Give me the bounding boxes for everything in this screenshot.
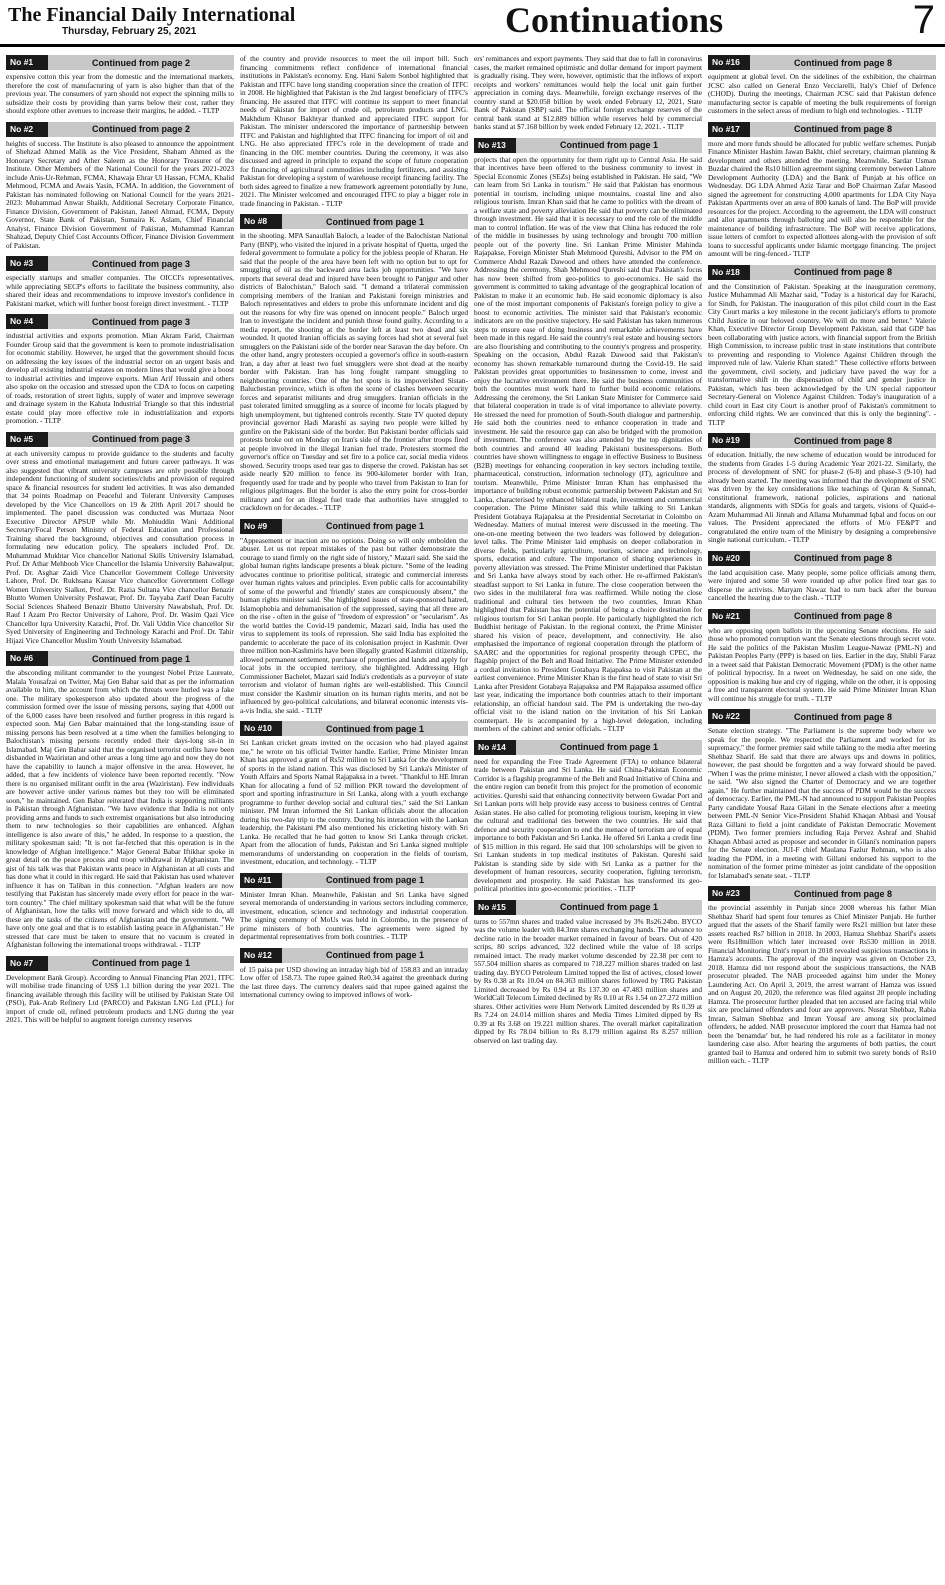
continuation-article — [240, 873, 468, 942]
continued-from-label: Continued from page 1 — [325, 950, 424, 960]
continuation-article — [240, 214, 468, 513]
article-number: No #20 — [708, 551, 750, 566]
issue-date: Thursday, February 25, 2021 — [62, 26, 197, 37]
news-columns — [0, 47, 945, 1583]
continuation-article — [474, 138, 702, 734]
article-number: No #7 — [6, 956, 48, 971]
continuation-article — [240, 55, 468, 208]
article-body: projects that open the opportunity for them right up to Central Asia. He said that incentives have been offered to the business community to invest in Special Economic Zones (SEZs) being established in Pakistan. He said, "We can learn from Sri Lanka in tourism." He said that Pakistan has enormous potential in tourism, including unique mountains, coastal line and also religious tourism. Imran Khan said that he came to politics with the dream of a welfare state and poverty alleviation He said that poverty can be eliminated through investment. He said that it is necessary to end the role of the middle man to control inflation. He was of the view that China has reduced the role of the middle in businesses by using technology and brought 700 million people out of the poverty line. Sri Lankan Prime Minister Mahinda Rajapakse, Foreign Minister Shah Mehmood Qureshi, Advisor to the PM on Commerce Abdul Razak Dawood and others have attended the conference. Addressing the ceremony, Shah Mehmood Qureshi said that Pakistan's focus has now been shifted from geo-politics to geo-economics. He said the government is committed to taking advantage of the geographical location of Pakistan to make it an economic hub. He said economic diplomacy is also one of the most important components of Pakistan's foreign policy to give a boost to economic activities. The minister said that Pakistan's economic indicators are on the positive trajectory. He said Pakistan has taken numerous steps to ensure ease of doing business and remarkable achievements have been made in this regard. He said the country's real estate and housing sectors are also flourishing and contributing to the country's progress and prosperity. Speaking on the occasion, Abdul Razak Dawood said that Pakistan's economy has shown remarkable turnaround during the Covid-19. He said Pakistan provides great opportunities to businessmen to come, invest and enjoy the lucrative environment there. He said the business communities of both the countries must work hard to further build economic relations. Addressing the ceremony, the Sri Lankan State Minister for Commerce said that bilateral cooperation in trade is of vital importance to alleviate poverty. He stressed the need for promotion of South-South dialogue and partnership. He said both the countries need to enhance cooperation in trade and investment. He said the resource gap can also be bridged with the promotion of investment. The conference was also attended by the top dignitaries of both countries and around 40 leading Pakistani businesspersons. Both countries have shown willingness to engage in effective Business to Business (B2B) meetings for enhancing cooperation in key sectors including textile, pharmaceutical, construction, information technology (IT), agriculture and tourism. Meanwhile, Prime Minister Imran Khan has emphasised the importance of building robust economic partnership between Pakistan and Sri Lanka, characterised by enhanced bilateral trade, investment and commercial cooperation. The Prime Minister said this while talking to Sri Lankan President Gotabaya Rajapaksa at the Presidential Secretariat in Colombo on Wednesday. Matters of mutual interest were discussed in the meeting. The one-on-one meeting between the two leaders was followed by delegation-level talks. The Prime Minister laid emphasis on deeper collaboration in diverse fields, particularly agriculture, tourism, science and technology, sports, education and culture. The importance of sharing experiences in poverty alleviation was stressed. The Prime Minister underlined that Pakistan and Sri Lanka have always stood by each other. He re-affirmed Pakistan's steadfast support to Sri Lanka in future. The close cooperation between the two sides in the multilateral fora was reaffirmed. While noting the close traditional and cultural ties between the two countries, Imran Khan highlighted that Pakistan has the potential of being a choice destination for religious tourism for Sri Lankan people. He particularly highlighted the rich Buddhist heritage of Pakistan. In the regional context, the Prime Minister shared his vision of peace, development, and connectivity. He also emphasised the importance of regional cooperation through the platform of SAARC and the opportunities for regional prosperity through CPEC, the flagship project of the Belt and Road Initiative. The Prime Minister extended a cordial invitation to President Gotabaya Rajapaksa to visit Pakistan at the earliest convenience. Prime Minister Khan is the first head of state to visit Sri Lanka after President Gotabaya Rajapaksa and PM Rajapaksa assumed office last year, indicating the importance both countries attach to their important relationship, an official handout said. The PM is undertaking the two-day official visit to the island nation on the invitation of his Sri Lankan counterpart. He is accompanied by a high-level delegation, including members of the cabinet and senior officials. - TLTP — [474, 154, 702, 733]
news-column — [708, 55, 936, 1583]
article-header — [240, 214, 468, 229]
continued-from-label: Continued from page 1 — [559, 902, 658, 912]
article-number: No #16 — [708, 55, 750, 70]
continued-from-label: Continued from page 1 — [325, 521, 424, 531]
article-body: of 15 paisa per USD showing an intraday high bid of 158.83 and an intraday Low offer of 158.73. The rupee gained Re0.34 against the greenback during the last three days. The currency dealers said that rupee gained against the international currency owing to improved inflows of work- — [240, 964, 468, 999]
continuation-article — [708, 609, 936, 704]
continued-from-label: Continued from page 1 — [325, 723, 424, 734]
newspaper-name: The Financial Daily International — [8, 4, 296, 26]
article-number: No #1 — [6, 55, 48, 70]
article-header — [240, 519, 468, 534]
article-header — [6, 122, 234, 137]
article-body: Development Bank Group). According to Annual Financing Plan 2021, ITFC will mobilise trade financing of US$ 1.1 billion during the year 2021. The financing available through this facility will be utilised by Pakistan State Oil (PSO), Pak-Arab Refinery Ltd (PARCO) and Pakistan LNG Ltd (PLL) for import of crude oil, refined petroleum products and LNG during the year 2021. This will be helpful to augment foreign currency reserves — [6, 972, 234, 1024]
article-number: No #6 — [6, 651, 48, 666]
news-column — [474, 55, 702, 1583]
news-column — [240, 55, 468, 1583]
continuation-article — [240, 519, 468, 716]
continuation-article — [474, 900, 702, 1046]
article-header — [708, 886, 936, 901]
continued-from-label: Continued from page 8 — [793, 57, 892, 68]
article-header — [6, 314, 234, 329]
article-number: No #5 — [6, 432, 48, 447]
article-header — [708, 551, 936, 566]
article-number: No #12 — [240, 948, 282, 963]
article-header — [240, 948, 468, 963]
article-body: industrial activities and exports promotion. Mian Akram Farid, Chairman Founder Group said that the government is keen to promote industrialisation for economic stability. However, he urged that the government should focus on addressing the key issues of the industrial sector on an urgent basis and develop all existing industrial estates on modern lines that would give a boost to industrial activities and improve exports. Mian Arif Hussain and others also spoke on the occasion and stressed upon the CDA to focus on carpeting of roads, restoration of street lights, supply of water and improve sewerage and drainage system in the Kahuta Industrial Triangle so that this industrial estate could play more effective role in industrialization and exports promotion. - TLTP — [6, 331, 234, 425]
article-body: turns to 557mn shares and traded value increased by 3% Rs26.24bn. BYCO was the volume leader with 84.3mn shares exchanging hands. The advance to decline ratio in the broader market remained in favour of bears. Out of 420 scrips, 80 scrips advanced, 322 declined while the value of 18 scrips remained intact. The ready market volume descended by 22.38 per cent to 557.504 million shares as compared to 718.227 million shares traded on last trading day. BYCO Petroleum Limited topped the list of actives, closed lower by Rs 0.38 at Rs 10.04 on 84.363 million shares followed by TRG Pakistan Limited decreased by Rs 0.94 at Rs 137.30 on 47.483 million shares and WorldCall Telecom Limited declined by Rs 0.10 at Rs 1.54 on 27.272 million shares. Other activities were Hum Network Limited descended by Rs 0.39 at Rs 7.24 on 24.014 million shares and Media Times Limited dipped by Rs 0.39 at Rs 3.68 on 19.221 million shares. The overall market capitalization dipped by Rs 78.04 billion to Rs 8.179 trillion against Rs 8.257 trillion observed on last trading day. — [474, 916, 702, 1045]
continued-from-label: Continued from page 3 — [91, 316, 190, 327]
article-header — [474, 900, 702, 915]
continuation-article — [708, 886, 936, 1066]
page-number: 7 — [912, 0, 935, 42]
article-number: No #11 — [240, 873, 282, 888]
article-body: Minister Imran Khan. Meanwhile, Pakistan and Sri Lanka have signed several memoranda of understanding in various sectors including commerce, investment, education, science and technology and industrial cooperation. The signing ceremony of MoUs was held in Colombo, in the presence of prime ministers of both countries. The agreements were signed by departmental representatives from both countries. - TLTP — [240, 889, 468, 941]
masthead — [0, 0, 945, 47]
article-header — [6, 256, 234, 271]
continued-from-label: Continued from page 1 — [325, 216, 424, 227]
continued-from-label: Continued from page 8 — [793, 888, 892, 899]
article-body: of the country and provide resources to meet the oil import bill. Such financing commitments reflect confidence of international financial institutions in Pakistan's economy. Eng. Hani Salem Sonbol highlighted that Pakistan and ITFC have long standing cooperation since the creation of ITFC in 2008. He highlighted that Pakistan is the 2nd largest beneficiary of ITFC's financing. He assured that ITFC will continue its support to meet financial needs of Pakistan for import of crude oil, petroleum products and LNG. Makhdum Khusor Bakhtyar thanked and appreciated ITFC support for Pakistan. The minister underscored the importance of partnership between ITFC and Pakistan and highlighted that ITFC financing for import of oil and LNG. He also appreciated ITFC's role in the development of trade and financing in the OIC member countries. During the ceremony, it was also discussed and agreed in principle to expand the scope of future cooperation for financing of agricultural commodities including fertilizers, and assisting Pakistan for developing a system of warehouse receipt financing facility. The both sides agreed to finalize a new framework agreement potentially by June, 2021. The Minister welcomed and encouraged ITFC to play a bigger role in trade financing in Pakistan. - TLTP — [240, 55, 468, 208]
article-number: No #18 — [708, 265, 750, 280]
continuation-article — [708, 265, 936, 428]
continuation-article — [708, 433, 936, 545]
article-header — [6, 432, 234, 447]
continued-from-label: Continued from page 8 — [793, 553, 892, 563]
continued-from-label: Continued from page 8 — [793, 711, 892, 722]
continuation-article — [6, 55, 234, 116]
continued-from-label: Continued from page 8 — [793, 611, 892, 621]
article-header — [6, 956, 234, 971]
article-header — [6, 55, 234, 70]
article-header — [474, 138, 702, 153]
article-header — [708, 265, 936, 280]
article-number: No #23 — [708, 886, 750, 901]
article-body: in the shooting. MPA Sanaullah Baloch, a leader of the Balochistan National Party (BNP), who visited the injured in a private hospital of Quetta, urged the federal government to formulate a policy for the jobless people of Kharan. He said that the people of the area have been left with no option but to opt for smuggling of oil as the backward area lacks job opportunities. "We have reports that several dead and injured have been brought to Panjgur and other districts of Balochistan," Baloch said. "I demand a trilateral commission comprising members of the Iranian and Pakistani foreign ministries and Baloch representatives and elders to probe this unfortunate incident and dig out the reasons for why fire was opened on innocent people." Baloch urged Iran to investigate the incident and punish those found guilty. According to a media report, the shooting at the border left at least two dead and six wounded. It quoted Iranian officials as saying forces had shot at several fuel smugglers on the Pakistani side of the border near Saravan the day before. On the other hand, angry protesters occupied a governor's office in south-eastern Iran, a day after at least two fuel smugglers were shot dead at the nearby border with Pakistan. Iran has long fought rampant smuggling to neighbouring countries. One of the hot spots is its impoverished Sistan-Baluchestan province, which is often the scene of clashes between security forces and separatist militants and drug smugglers. Iranian officials in the past tolerated limited smuggling as a source of income for locals plagued by high unemployment, but tightened controls recently. State TV quoted deputy provincial governor Hadi Marashi as saying two people were killed by gunfire on the Pakistani side of the border. But Pakistani border officials said protests broke out on Monday on Iran's side of the frontier after troops fired at people involved in the illegal Iranian fuel trade. Protesters stormed the governor's office on Tuesday and set fire to a police car, social media videos showed. Security troops used tear gas to disperse the crowd. Pakistan has set aside nearly $20 million to fence its 900-kilometer border with Iran, frequently used for trade and by people who travel from Pakistan to Iran for religious pilgrimages. But the border is also the entry point for cross-border militancy and for an illegal fuel trade that authorities have struggled to crackdown on for decades. - TLTP — [240, 231, 468, 512]
news-column — [6, 55, 234, 1583]
continued-from-label: Continued from page 8 — [793, 435, 892, 446]
continuation-article — [708, 551, 936, 603]
continuation-article — [6, 314, 234, 426]
continued-from-label: Continued from page 2 — [91, 124, 190, 134]
article-number: No #22 — [708, 709, 750, 724]
article-body: heights of success. The Institute is also pleased to announce the appointment of Shehzad Ahmed Malik as the Vice President, Shaham Ahmed as the Honorary Secretary and Ather Saleem as the Honorary Treasurer of the Institute. Other Members of the National Council for the years 2021-2023 include Anis-Ur-Rehman, FCMA, Khawaja Ehrar Ul Hassan, FCMA, Khalid Mehmood, FCMA and Awais Yasin, FCMA. In addition, the Government of Pakistan has nominated following on National Council for the years 2021-2023: Muhammad Anwar Shaikh, Additional Secretary Corporate Finance, Finance Division, Government of Pakistan, Janeel Ahmad, FCMA, Deputy Governor, State Bank of Pakistan, Sumaira K. Aslam, Chief Financial Analyst, Finance Division Government of Pakistan, Muhammad Kamran Shahzad, Deputy Chief Cost Accounts Officer, Finance Division Government of Pakistan. — [6, 138, 234, 250]
article-body: who are opposing open ballots in the upcoming Senate elections. He said those who promoted corruption want the Senate elections through secret vote. He said the politics of the Pakistan Muslim League-Nawaz (PML-N) and Pakistan Peoples Party (PPP) is based on lies. Earlier in the day, Shibli Faraz in a tweet said that Pakistan Democratic Movement (PDM) is the other name of political hypocrisy. In a tweet on Wednesday, he said on one side, the opposition is making hue and cry of rigging, while on the other, it is opposing a free and transparent electoral system. He said Prime Minister Imran Khan will continue his struggle for truth. - TLTP — [708, 625, 936, 703]
article-body: ers' remittances and export payments. They said that due to fall in coronavirus cases, the market remained optimistic and dollar demand for import payment is gradually rising. They were, however, optimistic that the inflows of export receipts and workers' remittances would help the local unit gain further appreciation in coming days. Meanwhile, foreign exchange reserves of the country stand at $20.058 billion by week ended February 12, 2021, State Bank of Pakistan (SBP) said. The official foreign exchange reserves of the central bank stand at $12.889 billion while reserves held by commercial banks stand at $7.168 billion by week ended February 12, 2021. - TLTP — [474, 55, 702, 131]
article-body: the land acquisition case. Many people, some police officials among them, were injured and some 50 were rounded up after police fired tear gas to disperse the activists. Maryam Nawaz had to turn back after the bureau cancelled the hearing due to the clash. - TLTP — [708, 567, 936, 602]
continuation-article — [6, 256, 234, 308]
article-number: No #17 — [708, 122, 750, 137]
article-body: and the Constitution of Pakistan. Speaking at the inauguration ceremony, Justice Muhammad Ali Mazhar said, "Today is a historical day for Karachi, for Sindh, for Pakistan. The inauguration of this pilot child court in the East City Court marks a key milestone in the recent judiciary's efforts to promote Child Justice in our beloved country. We will do more and better." Valerie Khan, Executive Director Group Development Pakistan, said that GDP has been collaborating with justice actors, with financial support from the British High Commission, to increase public trust in state institutions that contribute to preventing and responding to Violence Against Children through the improved rule of law. Valerie Khan stated:" These collective efforts between the government, civil society, and judiciary have paved the way for a transformative shift in the dispensation of child and gender justice in Pakistan, which has been acknowledged by the UN special rapporteur Secretary-General on Violence Against Children. Today's inauguration of a child court in East city Court is another proof of Pakistan's commitment to enforcing child rights. We are convinced that this is only the beginning". - TLTP — [708, 281, 936, 427]
section-title: Continuations — [505, 0, 724, 40]
article-body: need for expanding the Free Trade Agreement (FTA) to enhance bilateral trade between Pakistan and Sri Lanka. He said China-Pakistan Economic Corridor is a flagship programme of the Belt and Road Initiative of China and the entire region can benefit from this project for the promotion of economic activities. Qureshi said that enhancing connectivity between Gwadar Port and Sri Lankan ports will help provide easy access to business centres of Central Asian states. He also called for promoting religious tourism, keeping in view the cultural and traditional ties between the two countries. He said that defence and security cooperation to end the menace of terrorism are of equal importance to both Pakistan and Sri Lanka. He offered Sri Lanka a credit line of $15 million in this regard. He said that 100 scholarships will be given to Sri Lankan students in top medical institutes of Pakistan. Qureshi said Pakistan is standing side by side with Sri Lanka as a partner for the development of human resources, security cooperation, fighting terrorism, development and prosperity. He said Pakistan has transformed its geo-political priorities into geo-economic priorities. - TLTP — [474, 756, 702, 893]
continuation-article — [240, 721, 468, 867]
article-number: No #2 — [6, 122, 48, 137]
continued-from-label: Continued from page 3 — [91, 434, 190, 444]
continued-from-label: Continued from page 8 — [793, 267, 892, 277]
article-number: No #10 — [240, 721, 282, 736]
continuation-article — [240, 948, 468, 1000]
article-body: "Appeasement or inaction are no options. Doing so will only embolden the abuser. Let us not repeat mistakes of the past but rather demonstrate the courage to stand firmly on the right side of history," Mazari said. She said the global human rights landscape presents a bleak picture. "Some of the leading advocates continue to prioritise political, strategic and commercial interests over human rights values and principles. Even public calls for accountability of some of the powerful and 'friendly' states are conspicuously absent," the human rights minister said. She highlighted issues of state-sponsored hatred, Islamophobia and dehumanisation of the suppressed, saying that all three are on the rise - often in the guise of "freedom of expression" or "secularism". As the world battles the Covid-19 pandemic, Mazari said, India has used the virus to supplement its tools of repression. She said India has exploited the pandemic to accelerate the pace of its colonisation project in Kashmir. Over three million non-Kashmiris have been illegally granted Kashmiri citizenship, allowed permanent settlement, purchase of properties and lands and apply for local jobs in the occupied territory, she highlighted. Addressing High Commissioner Bachelet, Mazari said India's credentials as a purveyor of state terrorism and violator of human rights are well-established. This Council must consider the Kashmir situation on its human rights merits, and not be influenced by geo-political calculations, and bilateral economic interests vis-a-vis India, she said. - TLTP — [240, 535, 468, 715]
article-number: No #13 — [474, 138, 516, 153]
continued-from-label: Continued from page 1 — [325, 875, 424, 885]
continued-from-label: Continued from page 1 — [91, 653, 190, 664]
article-number: No #9 — [240, 519, 282, 534]
article-number: No #14 — [474, 740, 516, 755]
article-header — [6, 651, 234, 666]
continued-from-label: Continued from page 1 — [559, 140, 658, 150]
article-number: No #4 — [6, 314, 48, 329]
continued-from-label: Continued from page 2 — [91, 57, 190, 68]
article-body: Sri Lankan cricket greats invited on the occasion who had played against me," he wrote on his official Twitter handle. Earlier, Prime Minister Imran Khan has approved a grant of Rs52 million to Sri Lanka for the development of sports in the island nation. This was disclosed by Sri Lanka's Minister of Youth Affairs and Sports Namal Rajapaksa in a tweet. "Thankful to HE Imran Khan for allocating a fund of 52 million PKR toward the development of sport and sporting infrastructure in Sri Lanka, along with a youth exchange programme to further develop social and cultural ties," said the Sri Lankan minister. PM Imran informed the Sri Lankan officials about the allocation during his two-day trip to the country. During his interaction with the Lankan leadership, the Pakistani PM also mentioned his cricketing history with Sri Lanka. He recalled that he had gotten to know Sri Lanka through cricket. Apart from the allocation of funds, Pakistan and Sri Lanka signed multiple memorandums of understanding on cooperation in the fields of tourism, investment, education, and technology. - TLTP — [240, 738, 468, 866]
continuation-article — [6, 122, 234, 251]
masthead-left — [8, 4, 295, 37]
article-number: No #15 — [474, 900, 516, 915]
article-number: No #19 — [708, 433, 750, 448]
article-body: especially startups and smaller companies. The OICCI's representatives, while appreciating SECP's efforts to facilitate the business community, also shared their ideas and recommendations to improve investor's confidence in Pakistani market, which will further boost foreign direct investment. - TLTP — [6, 273, 234, 308]
article-body: equipment at global level. On the sidelines of the exhibition, the chairman JCSC also called on General Enzo Vecciarelli, Italy's Chief of Defence (CHOD). During the meetings, Chairman JCSC said that Pakistan defence manufacturing sector is capable of meeting the bulk requirements of foreign customers in the select areas of medium to high end technologies. - TLTP — [708, 72, 936, 115]
article-body: at each university campus to provide guidance to the students and faculty over stress and emotional management and future career pathways. It was also suggested that vibrant university campuses are only possible through independent functioning of student societies/clubs and provision of required space & financial resources for student led activities. It was also demanded that 34 points Roadmap on Peaceful and Tolerant University Campuses developed by the Vice Chancellors on 19 & 20th April 2017 should be implemented. The panel discussion was conducted was Murtaza Noor Executive Director APSUP while Mr. Mohiuddin Wani Additional Secretary/Focal Person Ministry of Federal Education and Professional Training shared the background, objectives and consultation process in formulating new education policy. The speakers included Prof. Dr. Muhammad Mukhtar Vice chancellor National Skills University Islamabad, Prof. Dr Athar Mehboob Vice Chancellor the Islamia University Bahawalpur, Prof. Dr. Asghar Zaidi Vice Chancellor Government College University Lahore, Prof. Dr. Rukhsana Kausar Vice chancellor Government College Women University Sialkot, Prof. Dr. Razia Sultana Vice chancellor Benazir Bhutto Women University Peshawar, Prof. Dr. Tayyaba Zarif Dean Faculty Social Sciences Shaheed Benazir Bhutto University Nawabshah, Prof. Dr. Rauf I Azam Pro Rector University of Lahore, Prof. Dr. Wasim Qazi Vice Chancellor Iqra University Karachi, Prof. Dr. Vali Uddin Vice chancellor Sir Syed University of Engineering and Technology Karachi and Prof. Dr. Tahir Hijazi Vice Chancellor Muslim Youth University Islamabad. — [6, 448, 234, 645]
continuation-article — [6, 651, 234, 950]
continuation-article — [474, 55, 702, 132]
continued-from-label: Continued from page 1 — [559, 742, 658, 752]
article-header — [708, 55, 936, 70]
article-header — [240, 721, 468, 736]
article-header — [474, 740, 702, 755]
article-header — [708, 609, 936, 624]
article-number: No #8 — [240, 214, 282, 229]
article-number: No #21 — [708, 609, 750, 624]
article-body: more and more funds should be allocated for public welfare schemes. Punjab Finance Minister Hashim Jawan Bakht, chief secretary, chairman planning & development and others attended the meeting. Meanwhile, Sardar Usman Buzdar chaired the Rs10 billion agreement signing ceremony between Lahore Development Authority (LDA) and the Bank of Punjab at his office on Wednesday. DG LDA Ahmed Aziz Tarar and BoP Chairman Zafar Masood signed the agreement for constructing 4,000 apartments for LDA City Naya Pakistan Apartments over an area of 800 kanals of land. The BoP will provide resources for the project. According to the agreement, the LDA will construct and allot apartments through balloting and will also be responsible for the maintenance of building infrastructure. The BoP will receive applications, issue letters of comfort to expected allottees along-with the provision of soft loans to successful applicants under Islamic mortgage financing. The project amount will be ring-fenced.- TLTP — [708, 138, 936, 258]
continued-from-label: Continued from page 3 — [91, 258, 190, 269]
continuation-article — [708, 709, 936, 880]
continued-from-label: Continued from page 8 — [793, 124, 892, 134]
article-number: No #3 — [6, 256, 48, 271]
article-header — [708, 122, 936, 137]
article-header — [240, 873, 468, 888]
article-body: of education. Initially, the new scheme of education would be introduced for the students from Grades 1-5 during Academic Year 2021-22. Similarly, the process of development of SNC for phase-2 (6-8) and phase-3 (9-10) had already been started. The meeting was informed that the development of SNC was driven by the key considerations like teachings of Quran & Sunnah, constitutional framework, national policies, aspirations and national standards, alignments with SDGs for goals and targets, visions of Quaid-e-Azam Muhammad Ali Jinnah and Allama Muhammad Iqbal and focus on our values. The President appreciated the efforts of M/o FE&PT and congratulated the entire team of the Ministry by designing a comprehensive single national curriculum. - TLTP — [708, 450, 936, 544]
continued-from-label: Continued from page 1 — [91, 958, 190, 968]
article-body: the provincial assembly in Punjab since 2008 whereas his father Mian Shehbaz Sharif had spent four tenures as Chief Minister Punjab. He further argued that the assets of the Sharif family were Rs21 million but later these assets reached Rs7 billion in 2018. In 2003, Hamza Shehbaz Sharif's assets were Rs18million which later increased over Rs530 million in 2018. Financial Monitoring Unit's report in 2018 revealed suspicious transactions in Hamza's accounts. The approval of the inquiry was given on October 23, 2018. Hamza did not respond about the suspicious transactions, the NAB prosecutor pleaded. The NAB proceeded against him under the Money Laundering Act. On April 3, 2019, the arrest warrant of Hamza was issued and on August 20, 2020, the reference was filed against 20 people including Hamza. The prosecutor further pleaded that ten accused are facing trial while six are proclaimed offenders and four are approvers. Nusrat Shehbaz, Rabia Imran, Salman Shehbaz and Imran Yousaf are among six proclaimed offenders, he added. NAB prosecutor implored the court that Hamza had not been the 'benamdar' but, he had rendered his role as a facilitator in money laundering case also. After hearing the arguments of both parties, the court granted bail to Hamza and ordered him to submit two surety bonds of Rs10 million each. - TLTP — [708, 903, 936, 1065]
continuation-article — [708, 122, 936, 259]
continuation-article — [474, 740, 702, 894]
continuation-article — [6, 432, 234, 646]
article-header — [708, 433, 936, 448]
article-body: expensive cotton this year from the domestic and the international markets, therefore the cost of manufacturing of yarn is also higher than that of the previous year. The consumers of yarn should not expect the spinning mills to subsidize their costs by providing than yarns below their cost, rather they should explore other avenues to increase their margins, he added. - TLTP — [6, 72, 234, 115]
article-header — [708, 709, 936, 724]
continuation-article — [708, 55, 936, 116]
article-body: the absconding militant commander to the youngest Nobel Prize Laureate, Malala Yousafzai on Twitter, Maj Gen Babar said that as per the information available to him, the account from which the threats were hurled was a fake one. The military spokesperson also updated about the progress of the commission formed over the issue of missing persons, saying that 4,000 out of the 6,000 cases have been resolved and further progress in this regard is expected soon. Maj Gen Babar maintained that the long-standing issue of missing persons has been resolved at a time when the families belonging to Balochistan's missing persons recently ended their days-long sit-in in Islamabad. Maj Gen Babar said that the organised terrorist outfits have been disbanded in Waziristan and other areas a long time ago and now they do not have the capability to launch a major offensive in the area. However, he added, that a few incidents of violence have been reported recently. "Now there is no organised militant outfit in the area (Waziristan). Few individuals are however active under various names but they too will be eliminated soon," he maintained. Gen Babar reiterated that India is supporting militants in Pakistan through Afghanistan. "We have evidence that India is not only providing arms and funds to such extremist organisations but also introducing them to new technologies so their capabilities are enhanced. Afghan intelligence is also aware of this," he added. In response to a question, the military spokesman said: "It is not far-fetched that this operation is in the knowledge of Afghan intelligence." Major General Babar Iftikhar spoke in great detail on the peace process and troop withdrawal in Afghanistan. The gist of his talk was that Pakistan wants peace in Afghanistan at all costs and has done what it could in this regard. He said that Pakistan has used whatever influence it has on Taliban in this connection. "Afghan leaders are now testifying that Pakistan has sincerely made every effort for peace in the war-torn country." The chief military spokesman said that what will be the future of Afghanistan, how the talks will move forward and which side to do, all these are the tasks of the citizens of Afghanistan and the government. "We have only one goal and that is to establish lasting peace in Afghanistan." He stressed that care must be taken to ensure that no vacuum is created in Afghanistan following the international troops withdrawal. - TLTP — [6, 668, 234, 949]
article-body: Senate election strategy. "The Parliament is the supreme body where we speak for the people. We respected the Parliament and worked for its supremacy," the former premier said while talking to the media after meeting Shehbaz Sharif. He said that there are always ups and downs in politics, however, the past should be forgotten and a way forward should be paved. "When I was the prime minister, I never allowed a clash with the opposition," he said. "We also signed the Charter of Democracy and we are together again." He further maintained that the success of PDM would be the success of democracy. Earlier, the PML-N had announced to support Pakistan Peoples Party candidate Yousaf Raza Gilani in the Senate elections after a meeting between PML-N Senior Vice-President Shahid Khaqan Abbasi and Yousaf Raza Gillani to field a joint candidate of Pakistan Democratic Movement (PDM). Two former premiers including Raja Pervez Ashraf and Shahid Khaqan Abbasi acted as proposer and seconder in Gilani's nomination papers for the Senate election. JUI-F chief Maulana Fazlur Rehman, who is also leading the PDM, in a meeting with Gillani endorsed his support to the nomination of the former prime minister as joint candidate of the opposition for Islamabad's senate seat. - TLTP — [708, 726, 936, 880]
continuation-article — [6, 956, 234, 1025]
